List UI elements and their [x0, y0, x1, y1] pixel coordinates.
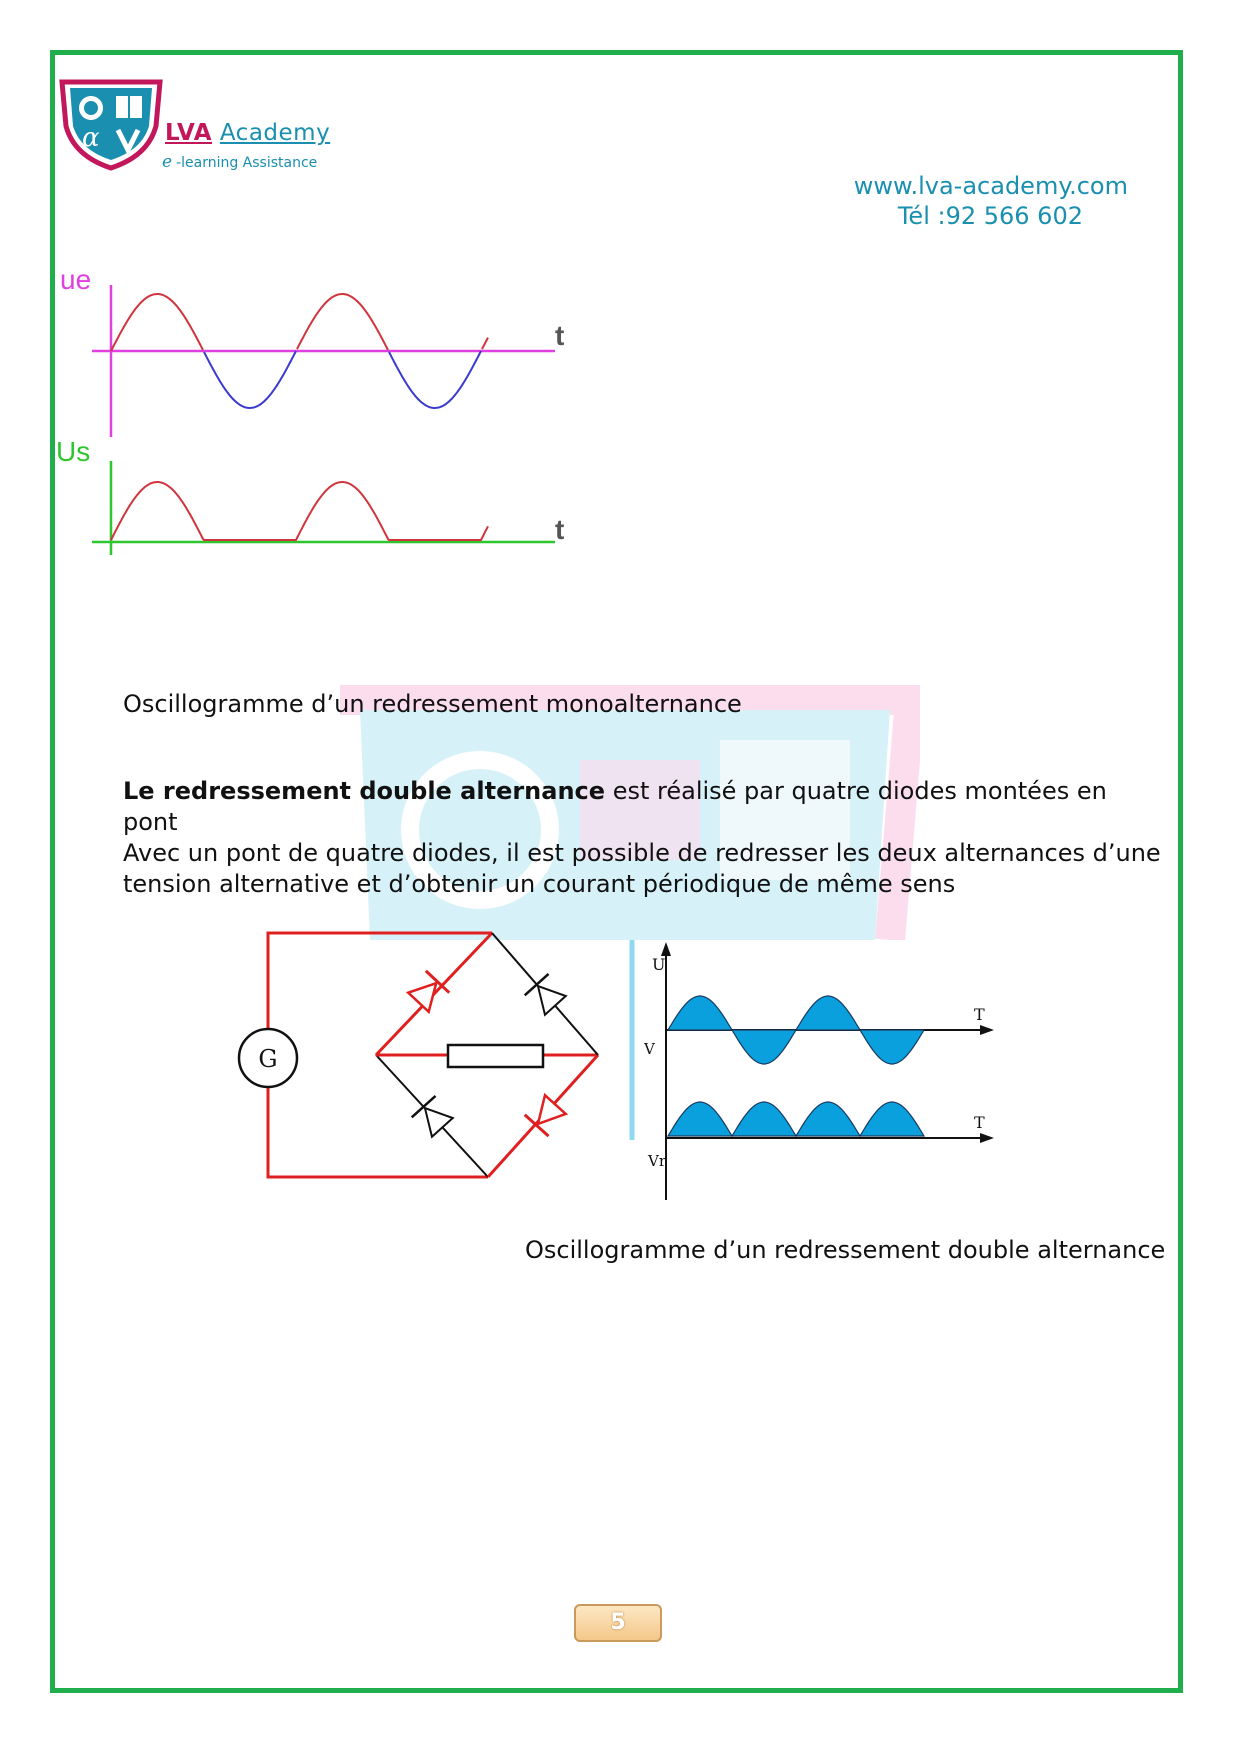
v-t-label: T: [974, 1005, 985, 1024]
vr-rectified-hump: [668, 1102, 732, 1136]
v-filled-sine: [668, 996, 924, 1064]
ue-positive-halfwave: [482, 338, 488, 350]
load-resistor: [448, 1045, 543, 1067]
generator-label: G: [258, 1045, 278, 1073]
ue-axis-label: ue: [60, 265, 92, 295]
vr-rectified-hump: [796, 1102, 860, 1136]
ue-positive-halfwave: [297, 294, 388, 350]
paragraph-bold-lead: Le redressement double alternance: [123, 777, 606, 805]
tagline-text: -learning Assistance: [176, 155, 318, 171]
page-number-badge: 5: [574, 1604, 662, 1642]
halfwave-caption: Oscillogramme d’un redressement monoalternance: [123, 690, 742, 718]
brand-lva: LVA: [165, 120, 213, 146]
vr-axis-label: Vr: [648, 1152, 667, 1170]
paragraph-line1: est réalisé par quatre diodes montées en pont: [123, 777, 1107, 836]
website-link[interactable]: www.lva-academy.com: [853, 172, 1128, 200]
v-axis-label: V: [644, 1040, 655, 1058]
us-t-label: t: [555, 514, 565, 545]
diode-d1: [407, 971, 449, 1013]
brand-tagline: [162, 152, 317, 172]
diode-bridge-circuit: [228, 925, 618, 1205]
paragraph-line2: Avec un pont de quatre diodes, il est possible de redresser les deux alternances d’une tension alternative et d’obtenir un courant périodique de même sens: [123, 839, 1161, 898]
ue-t-label: t: [555, 320, 565, 351]
vr-filled-rectified: [668, 1102, 924, 1136]
brand-name: [165, 120, 330, 146]
double-alternance-paragraph: [123, 776, 1163, 900]
fullwave-oscillogram: [622, 940, 1000, 1210]
us-axis-label: Us: [56, 436, 91, 467]
vr-rectified-hump: [860, 1102, 924, 1136]
v-half-cycle-lobe: [732, 1030, 796, 1064]
svg-text:α: α: [82, 123, 100, 153]
ue-positive-halfwave: [111, 294, 203, 351]
phone-number: Tél :92 566 602: [897, 202, 1083, 230]
halfwave-oscillogram: [50, 265, 590, 625]
us-rectified-wave: [111, 482, 488, 540]
us-halfwave-signal: [111, 482, 488, 540]
fullwave-caption: Oscillogramme d’un redressement double alternance: [525, 1236, 1166, 1264]
v-half-cycle-lobe: [860, 1030, 924, 1064]
vr-rectified-hump: [732, 1102, 796, 1136]
v-half-cycle-lobe: [668, 996, 732, 1030]
u-axis-label: U: [652, 955, 666, 974]
ue-negative-halfwave: [389, 351, 481, 408]
vr-t-label: T: [974, 1113, 985, 1132]
ue-negative-halfwave: [204, 351, 296, 408]
brand-academy: Academy: [219, 120, 331, 146]
lva-academy-logo: [56, 76, 166, 172]
diode-d2: [525, 974, 568, 1016]
v-half-cycle-lobe: [796, 996, 860, 1030]
tagline-e: e: [162, 152, 173, 172]
